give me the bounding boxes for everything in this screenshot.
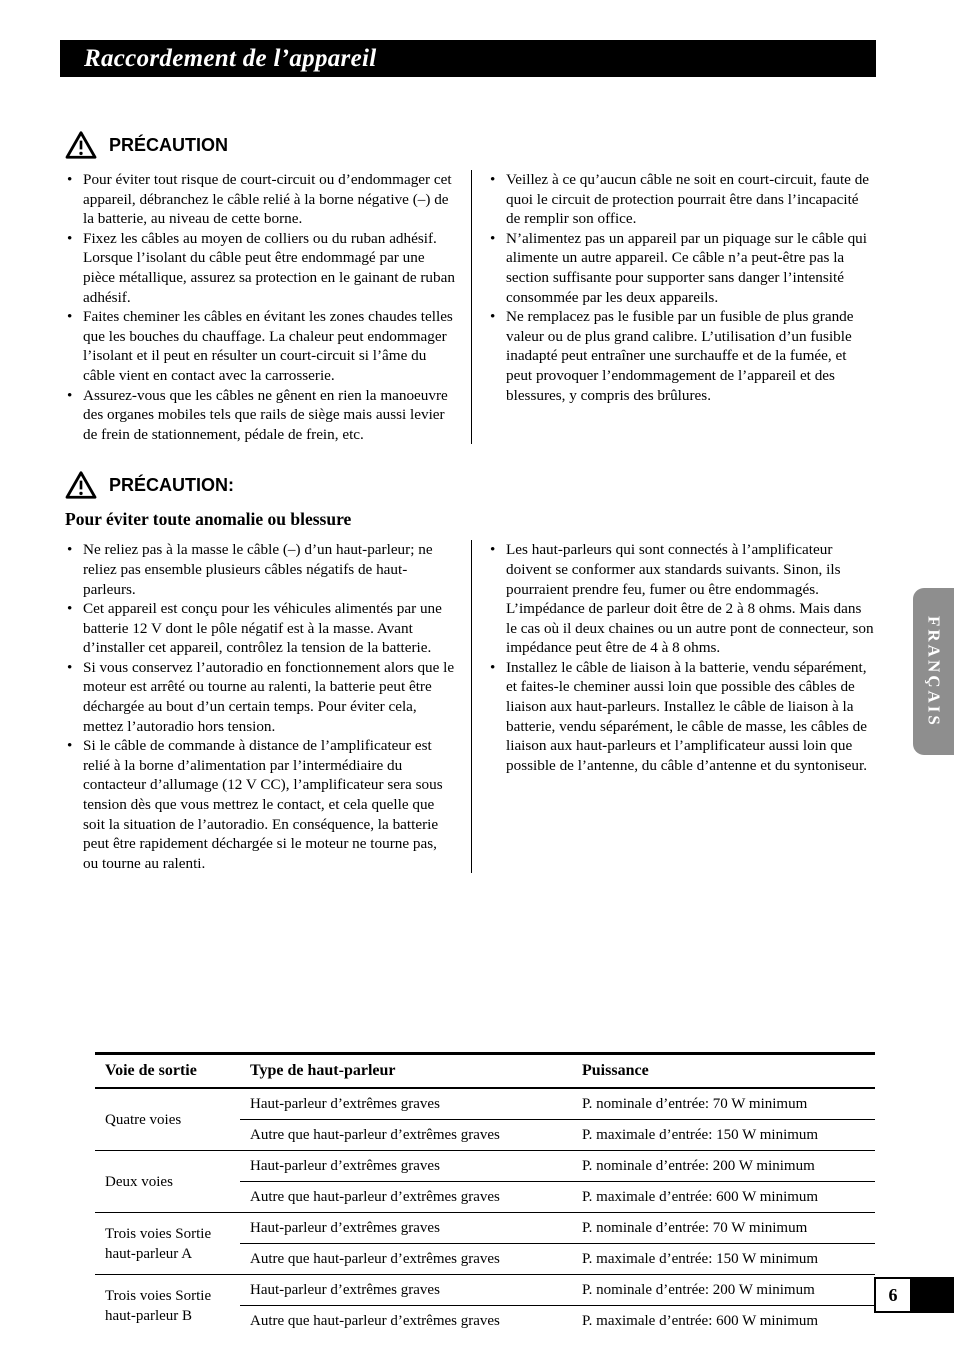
- table-row: [95, 1213, 875, 1244]
- section-2-left-column: [65, 540, 455, 873]
- column-divider: [471, 540, 472, 873]
- table-row: [95, 1151, 875, 1182]
- bullet-item: • Ne remplacez pas le fusible par un fusible de plus grande valeur ou de plus grand calibre. L’utilisation d’un fusible inadapté peut entraîner une surchauffe et de la fumée, et peut provoquer l’endommagement de l’appareil et des blessures, y compris des brûlures.: [488, 307, 875, 405]
- type-cell: Haut-parleur d’extrêmes graves: [240, 1275, 572, 1306]
- voie-cell: Deux voies: [95, 1151, 240, 1213]
- page-title-bar: [60, 40, 876, 77]
- section-1-columns: [65, 170, 875, 444]
- section-1-heading-row: [65, 130, 875, 160]
- type-cell: Autre que haut-parleur d’extrêmes graves: [240, 1120, 572, 1151]
- type-cell: Haut-parleur d’extrêmes graves: [240, 1213, 572, 1244]
- bullet-item: • Cet appareil est conçu pour les véhicules alimentés par une batterie 12 V dont le pôle négatif est à la masse. Avant d’installer cet appareil, contrôlez la tension de la batterie.: [65, 599, 455, 658]
- puissance-cell: P. nominale d’entrée: 70 W minimum: [572, 1088, 875, 1120]
- page-title: Raccordement de l’appareil: [84, 44, 377, 72]
- section-precaution-2: [65, 470, 875, 873]
- column-divider: [471, 170, 472, 444]
- section-2-heading: PRÉCAUTION:: [109, 474, 234, 495]
- bullet-item: • Si vous conservez l’autoradio en fonctionnement alors que le moteur est arrêté ou tourne au ralenti, la batterie peut être déchargée au bout d’un certain temps. Pour éviter cela, mettez l’autoradio hors tension.: [65, 658, 455, 736]
- language-tab-francais: [913, 588, 954, 755]
- page-number: 6: [888, 1284, 898, 1305]
- table-row: [95, 1088, 875, 1120]
- puissance-cell: P. nominale d’entrée: 200 W minimum: [572, 1151, 875, 1182]
- speaker-power-table: [95, 1052, 875, 1336]
- bullet-item: • N’alimentez pas un appareil par un piquage sur le câble qui alimente un autre appareil. Ce câble n’a peut-être pas la section suffisante pour supporter sans danger l’intensité consommée par les deux appareils.: [488, 229, 875, 307]
- section-1-heading: PRÉCAUTION: [109, 134, 229, 155]
- bullet-item: • Si le câble de commande à distance de l’amplificateur est relié à la borne d’alimentation par l’intermédiaire du contacteur d’allumage (12 V CC), l’amplificateur sera sous tension dès que vous mettrez le contact, et cela quelle que soit la situation de l’autoradio. En conséquence, la batterie peut être rapidement déchargée si le moteur ne tourne pas, ou tourne au ralenti.: [65, 736, 455, 873]
- section-1-right-column: [488, 170, 875, 444]
- puissance-cell: P. maximale d’entrée: 150 W minimum: [572, 1244, 875, 1275]
- puissance-cell: P. maximale d’entrée: 600 W minimum: [572, 1182, 875, 1213]
- page-number-bar: [912, 1277, 954, 1313]
- section-2-subheading: Pour éviter toute anomalie ou blessure: [65, 509, 352, 530]
- section-2-columns: [65, 540, 875, 873]
- voie-cell: Trois voies Sortie haut-parleur A: [95, 1213, 240, 1275]
- type-cell: Haut-parleur d’extrêmes graves: [240, 1151, 572, 1182]
- table-header-row: [95, 1054, 875, 1089]
- bullet-item: • Faites cheminer les câbles en évitant les zones chaudes telles que les bouches du chauffage. La chaleur peut endommager l’isolant et il peut en résulter un court-circuit si l’âme du câble vient en contact avec la carrosserie.: [65, 307, 455, 385]
- type-cell: Autre que haut-parleur d’extrêmes graves: [240, 1306, 572, 1337]
- bullet-item: • Installez le câble de liaison à la batterie, vendu séparément, et faites-le cheminer aussi loin que possible des câbles de liaison aux haut-parleurs. Installez le câble de liaison à la batterie, vendu séparément, le câble de masse, les câbles de liaison aux haut-parleurs et l’amplificateur aussi loin que possible de l’antenne, du câble d’antenne et du syntoniseur.: [488, 658, 875, 776]
- bullet-item: • Pour éviter tout risque de court-circuit ou d’endommager cet appareil, débranchez le câble relié à la borne négative (–) de la batterie, au niveau de cette borne.: [65, 170, 455, 229]
- puissance-cell: P. maximale d’entrée: 600 W minimum: [572, 1306, 875, 1337]
- header-voie-de-sortie: Voie de sortie: [95, 1054, 240, 1089]
- section-2-heading-row: [65, 470, 875, 500]
- puissance-cell: P. maximale d’entrée: 150 W minimum: [572, 1120, 875, 1151]
- page-content: [65, 130, 875, 873]
- language-tab-label: FRANÇAIS: [924, 615, 944, 728]
- page-number-box: [874, 1277, 912, 1313]
- type-cell: Autre que haut-parleur d’extrêmes graves: [240, 1182, 572, 1213]
- puissance-cell: P. nominale d’entrée: 200 W minimum: [572, 1275, 875, 1306]
- voie-cell: Quatre voies: [95, 1088, 240, 1151]
- page-number-block: [874, 1277, 954, 1313]
- warning-triangle-icon: [65, 471, 97, 499]
- bullet-item: • Les haut-parleurs qui sont connectés à l’amplificateur doivent se conformer aux standards suivants. Sinon, ils pourraient prendre feu, fumer ou être endommagés. L’impédance de parleur doit être de 2 à 8 ohms. Mais dans le cas où il deux chaines ou un autre pont de connecteur, son impédance peut être de 4 à 8 ohms.: [488, 540, 875, 658]
- header-puissance: Puissance: [572, 1054, 875, 1089]
- section-2-right-column: [488, 540, 875, 873]
- section-precaution-1: [65, 130, 875, 444]
- bullet-item: • Veillez à ce qu’aucun câble ne soit en court-circuit, faute de quoi le circuit de protection pourrait être dans l’incapacité de remplir son office.: [488, 170, 875, 229]
- puissance-cell: P. nominale d’entrée: 70 W minimum: [572, 1213, 875, 1244]
- bullet-item: • Ne reliez pas à la masse le câble (–) d’un haut-parleur; ne reliez pas ensemble plusieurs câbles négatifs de haut-parleurs.: [65, 540, 455, 599]
- warning-triangle-icon: [65, 131, 97, 159]
- header-type-haut-parleur: Type de haut-parleur: [240, 1054, 572, 1089]
- table-row: [95, 1275, 875, 1306]
- type-cell: Haut-parleur d’extrêmes graves: [240, 1088, 572, 1120]
- bullet-item: • Assurez-vous que les câbles ne gênent en rien la manoeuvre des organes mobiles tels que rails de siège mais aussi levier de frein de stationnement, pédale de frein, etc.: [65, 386, 455, 445]
- type-cell: Autre que haut-parleur d’extrêmes graves: [240, 1244, 572, 1275]
- bullet-item: • Fixez les câbles au moyen de colliers ou du ruban adhésif. Lorsque l’isolant du câble peut être endommagé par une pièce métallique, assurez sa protection en le gainant de ruban adhésif.: [65, 229, 455, 307]
- voie-cell: Trois voies Sortie haut-parleur B: [95, 1275, 240, 1337]
- section-1-left-column: [65, 170, 455, 444]
